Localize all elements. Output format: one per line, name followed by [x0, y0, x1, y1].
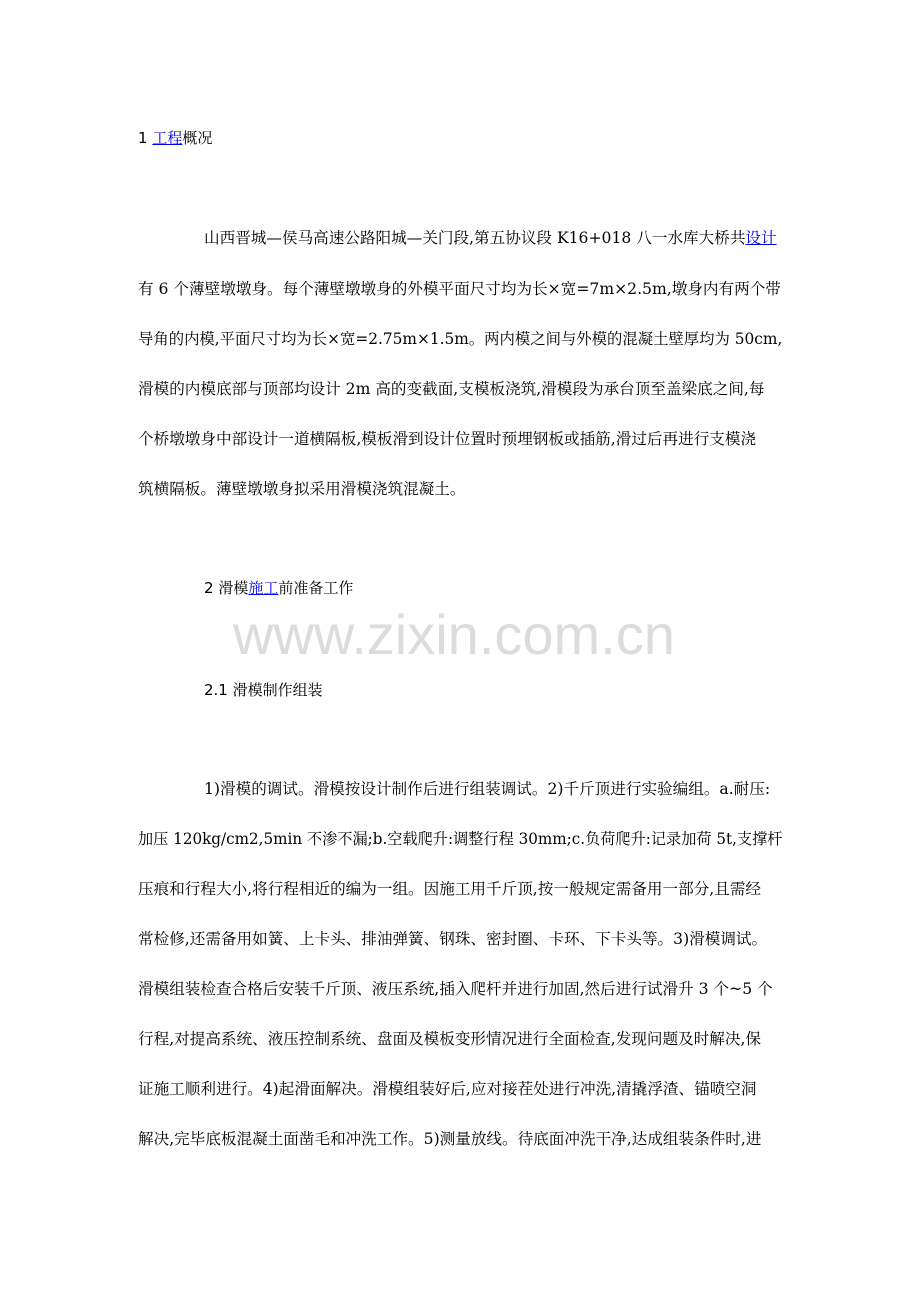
watermark: www.zixin.com.cn: [233, 603, 675, 666]
section-2-number: 2: [204, 579, 214, 597]
section-2-1-heading: 2.1 滑模制作组装: [204, 681, 323, 699]
section-2-heading: [204, 578, 353, 598]
section-2-1-paragraph-line: 滑模组装检查合格后安装千斤顶、液压系统,插入爬杆并进行加固,然后进行试滑升 3 个~5 个: [138, 980, 773, 998]
section-1-paragraph-line: 筑横隔板。薄壁墩墩身拟采用滑模浇筑混凝土。: [138, 480, 466, 498]
section-1-link[interactable]: 工程: [152, 129, 183, 147]
section-2-1-paragraph-line: 1)滑模的调试。滑模按设计制作后进行组装调试。2)千斤顶进行实验编组。a.耐压:: [204, 780, 771, 798]
section-1-paragraph-line: 个桥墩墩身中部设计一道横隔板,模板滑到设计位置时预埋钢板或插筋,滑过后再进行支模浇: [138, 430, 757, 448]
section-1-paragraph-line: 滑模的内模底部与顶部均设计 2m 高的变截面,支模板浇筑,滑模段为承台顶至盖梁底之间,每: [138, 380, 765, 398]
section-2-1-paragraph-line: 压痕和行程大小,将行程相近的编为一组。因施工用千斤顶,按一般规定需备用一部分,且需经: [138, 880, 762, 898]
section-1-title-rest: 概况: [182, 129, 213, 147]
section-2-1-paragraph-line: 解决,完毕底板混凝土面凿毛和冲洗工作。5)测量放线。待底面冲洗干净,达成组装条件时,进: [138, 1130, 762, 1148]
section-1-paragraph-line: 山西晋城—侯马高速公路阳城—关门段,第五协议段 K16+018 八一水库大桥共设计: [204, 229, 777, 247]
section-1-paragraph-line: 有 6 个薄壁墩墩身。每个薄壁墩墩身的外模平面尺寸均为长×宽=7m×2.5m,墩身内有两个带: [138, 280, 781, 298]
section-2-1-paragraph-line: 加压 120kg/cm2,5min 不渗不漏;b.空载爬升:调整行程 30mm;c.负荷爬升:记录加荷 5t,支撑杆: [138, 830, 783, 848]
section-2-1-paragraph-line: 常检修,还需备用如簧、上卡头、排油弹簧、钢珠、密封圈、卡环、下卡头等。3)滑模调试。: [138, 930, 768, 948]
section-2-title-pre: 滑模: [218, 579, 249, 597]
section-1-paragraph-line: 导角的内模,平面尺寸均为长×宽=2.75m×1.5m。两内模之间与外模的混凝土壁厚均为 50cm,: [138, 330, 783, 348]
section-1-heading: [138, 128, 212, 148]
section-1-number: 1: [138, 129, 148, 147]
design-link[interactable]: 设计: [745, 229, 777, 247]
section-2-1-paragraph-line: 行程,对提高系统、液压控制系统、盘面及模板变形情况进行全面检查,发现问题及时解决,保: [138, 1030, 762, 1048]
section-2-1-paragraph-line: 证施工顺利进行。4)起滑面解决。滑模组装好后,应对接茬处进行冲洗,清撬浮渣、锚喷空洞: [138, 1080, 757, 1098]
construction-link[interactable]: 施工: [248, 579, 279, 597]
section-2-title-rest: 前准备工作: [278, 579, 354, 597]
